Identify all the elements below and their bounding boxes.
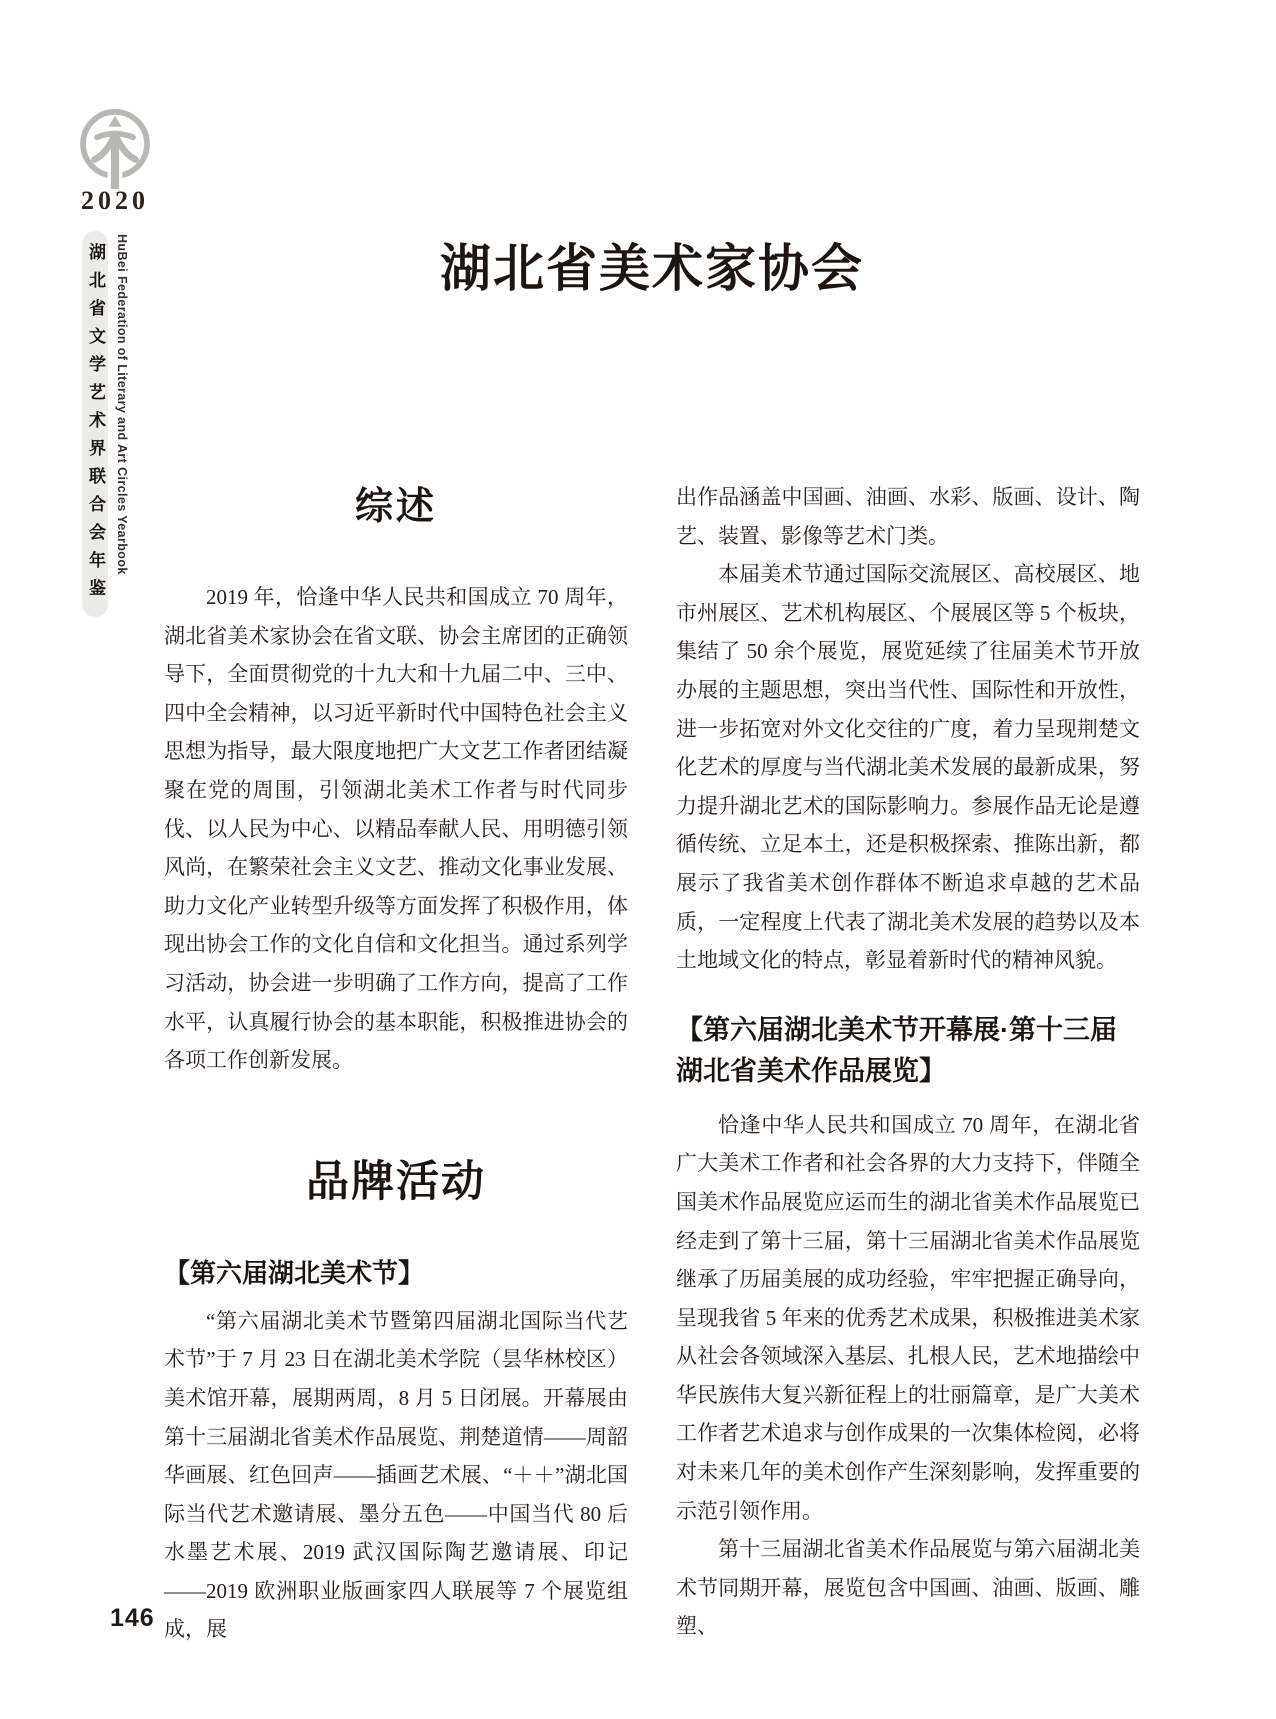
exhibition-paragraph: 恰逢中华人民共和国成立 70 周年，在湖北省广大美术工作者和社会各界的大力支持下，伴随全国美术作品展览应运而生的湖北省美术作品展览已经走到了第十三届，第十三届湖北省美术作品展览继承了历届美展的成功经验，牢牢把握正确导向，呈现我省 5 年来的优秀艺术成果，积极推进美术家从社会各领域深入基层、扎根人民，艺术地描绘中华民族伟大复兴新征程上的壮丽篇章，是广大美术工作者艺术追求与创作成果的一次集体检阅，必将对未来几年的美术创作产生深刻影响，发挥重要的示范引领作用。 (676, 1112, 1140, 1523)
sidebar-vertical-title: 湖北省文学艺术界联合会年鉴 (82, 231, 108, 617)
page-number: 146 (110, 1604, 155, 1632)
subsection-heading-opening-exhibition: 【第六届湖北美术节开幕展·第十三届湖北省美术作品展览】 (676, 1014, 1117, 1086)
closing-paragraph: 第十三届湖北省美术作品展览与第六届湖北美术节同期开幕，展览包含中国画、油画、版画、雕塑、 (676, 1537, 1140, 1639)
festival-sections-paragraph: 本届美术节通过国际交流展区、高校展区、地市州展区、艺术机构展区、个展展区等 5 个板块，集结了 50 余个展览，展览延续了往届美术节开放办展的主题思想，突出当代性、国际性和开放性，进一步拓宽对外文化交往的广度，着力呈现荆楚文化艺术的厚度与当代湖北美术发展的最新成果，努力提升湖北艺术的国际影响力。参展作品无论是遵循传统、立足本土，还是积极探索、推陈出新，都展示了我省美术创作群体不断追求卓越的艺术品质，一定程度上代表了湖北美术发展的趋势以及本土地域文化的特点，彰显着新时代的精神风貌。 (676, 562, 1140, 973)
sidebar-english-title: HuBei Federation of Literary and Art Circles Yearbook (115, 234, 129, 575)
edition-year: 2020 (81, 186, 149, 215)
right-column (676, 450, 1140, 1646)
federation-logo (74, 104, 156, 192)
continuation-paragraph: 出作品涵盖中国画、油画、水彩、版画、设计、陶艺、装置、影像等艺术门类。 (676, 485, 1140, 548)
section-heading-brand-activities: 品牌活动 (306, 1157, 486, 1206)
overview-paragraph: 2019 年，恰逢中华人民共和国成立 70 周年，湖北省美术家协会在省文联、协会主席团的正确领导下，全面贯彻党的十九大和十九届二中、三中、四中全会精神，以习近平新时代中国特色社会主义思想为指导，最大限度地把广大文艺工作者团结凝聚在党的周围，引领湖北美术工作者与时代同步伐、以人民为中心、以精品奉献人民、用明德引领风尚，在繁荣社会主义文艺、推动文化事业发展、助力文化产业转型升级等方面发挥了积极作用，体现出协会工作的文化自信和文化担当。通过系列学习活动，协会进一步明确了工作方向，提高了工作水平，认真履行协会的基本职能，积极推进协会的各项工作创新发展。 (164, 585, 628, 1073)
left-column (164, 450, 628, 1649)
federation-emblem-icon (74, 104, 156, 192)
subsection-heading-hubei-art-festival: 【第六届湖北美术节】 (164, 1257, 425, 1288)
art-festival-paragraph: “第六届湖北美术节暨第四届湖北国际当代艺术节”于 7 月 23 日在湖北美术学院（昙华林校区）美术馆开幕，展期两周，8 月 5 日闭展。开幕展由第十三届湖北省美术作品展览、荆楚道情——周韶华画展、红色回声——插画艺术展、“＋＋”湖北国际当代艺术邀请展、墨分五色——中国当代 80 后水墨艺术展、2019 武汉国际陶艺邀请展、印记——2019 欧洲职业版画家四人联展等 7 个展览组成，展 (164, 1308, 628, 1642)
page-title: 湖北省美术家协会 (439, 242, 864, 298)
section-heading-overview: 综述 (354, 486, 437, 528)
